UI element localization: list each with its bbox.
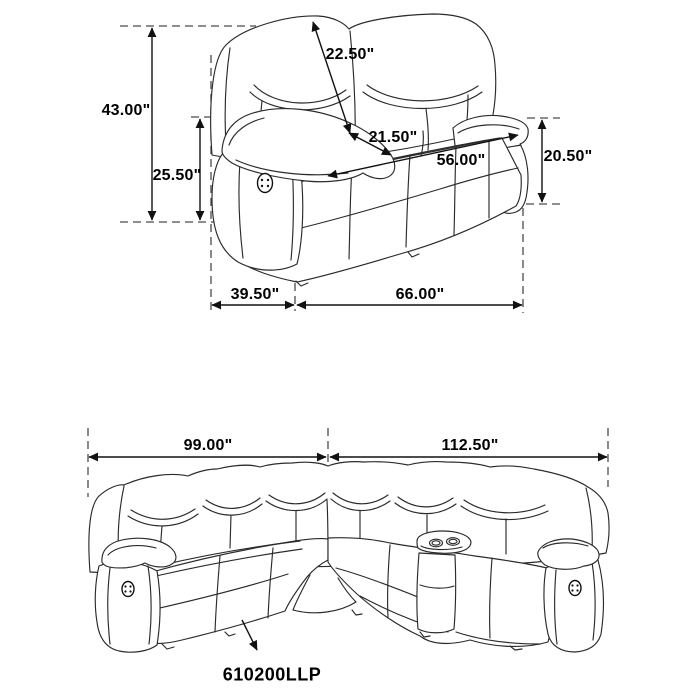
dim-label-seat-width: 56.00"	[436, 152, 486, 169]
dim-label-seat-depth: 21.50"	[368, 129, 418, 146]
console-front	[417, 553, 456, 633]
dim-label-back-cushion: 22.50"	[325, 46, 375, 63]
model-leader-arrow	[242, 620, 257, 650]
dim-label-width: 66.00"	[395, 286, 445, 303]
model-number: 610200LLP	[222, 664, 322, 685]
dim-label-depth: 39.50"	[230, 286, 280, 303]
power-button-icon	[122, 582, 134, 597]
sectional-right-arm-front	[544, 557, 603, 652]
power-button-icon	[569, 581, 581, 596]
power-button-icon	[258, 174, 273, 193]
dim-label-left-section-width: 99.00"	[183, 437, 233, 454]
dim-label-overall-height: 43.00"	[101, 102, 151, 119]
sectional-right-arm-pad	[538, 539, 599, 569]
dim-label-arm-height: 20.50"	[543, 148, 593, 165]
sectional-drawing	[89, 462, 609, 653]
dim-label-seat-back-height: 25.50"	[152, 167, 202, 184]
dim-label-right-section-width: 112.50"	[441, 437, 499, 454]
sectional-left-arm-front	[95, 562, 160, 652]
